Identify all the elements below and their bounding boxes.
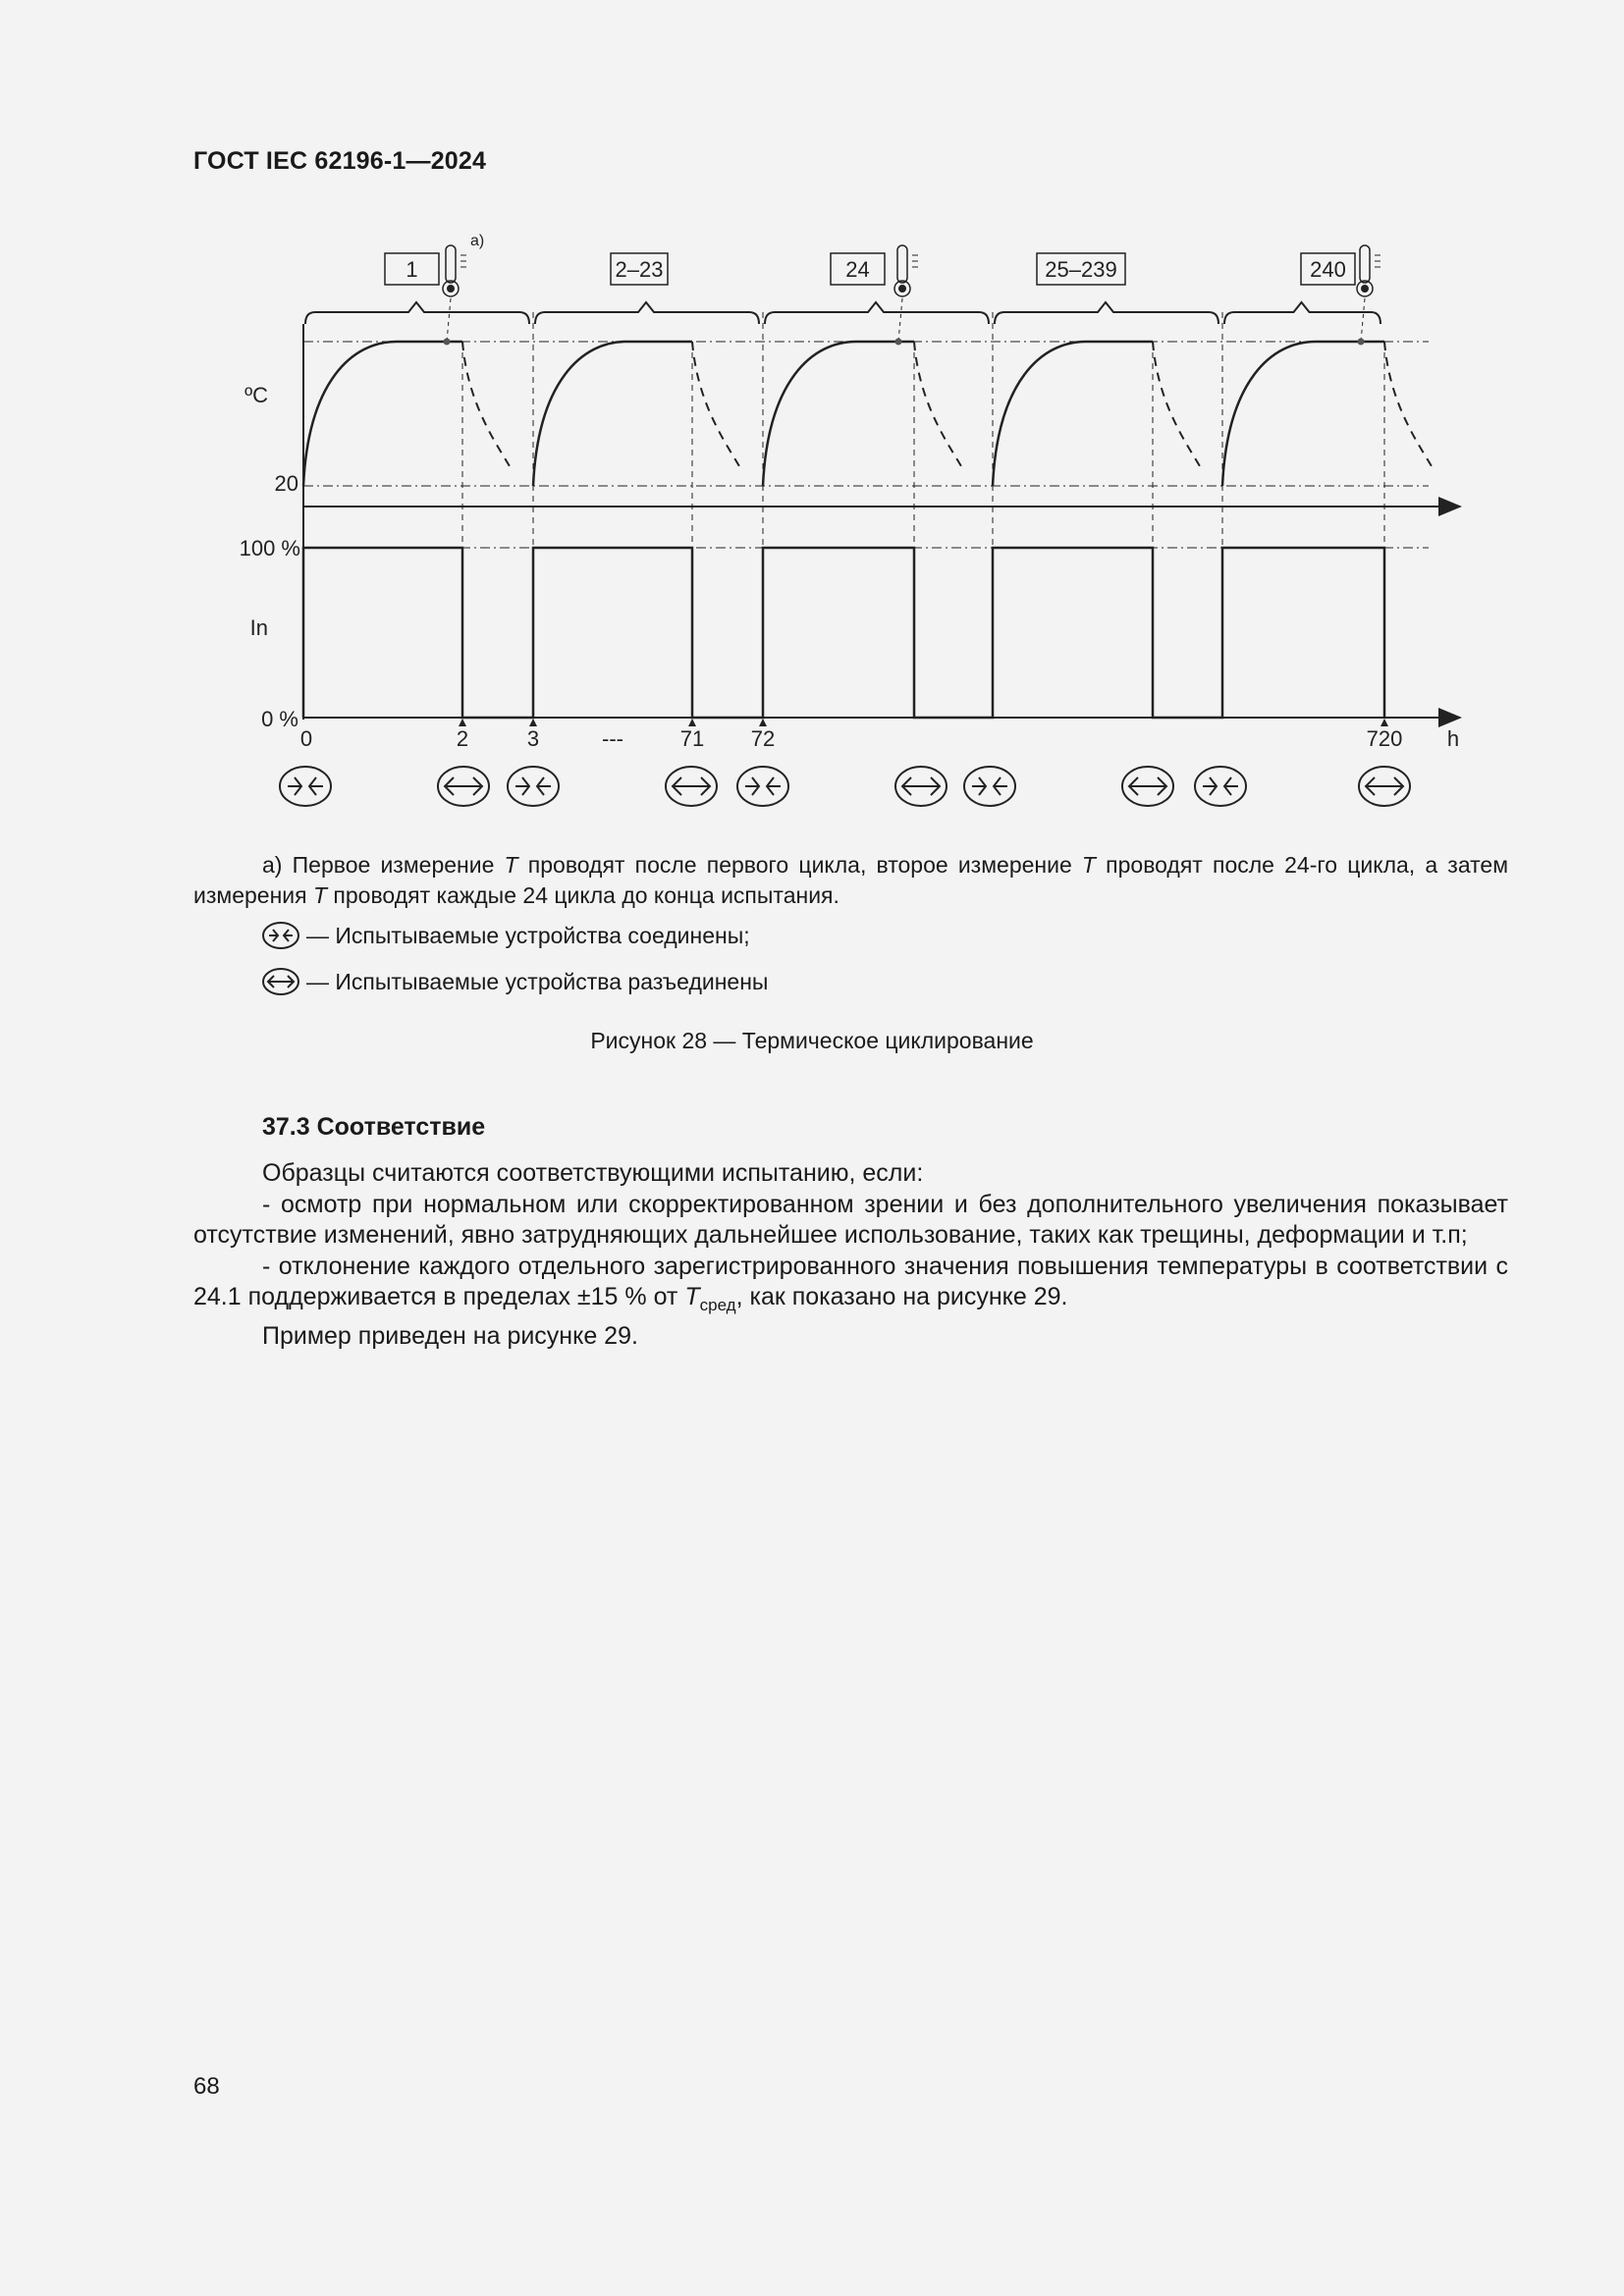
- x-tick-label: 2: [456, 726, 469, 751]
- measurement-pointer: [898, 298, 902, 342]
- connected-icon: [280, 767, 331, 806]
- thermal-cycling-chart: [0, 0, 1624, 844]
- body-intro: Образцы считаются соответствующими испытанию, если:: [262, 1159, 924, 1187]
- section-body: [193, 1158, 1508, 1352]
- x-tick-marker: [459, 719, 466, 726]
- connected-icon: [1195, 767, 1246, 806]
- thermometer-bulb-fill: [447, 285, 455, 293]
- connected-arrows: [515, 777, 551, 795]
- cycle-brace: [995, 302, 1218, 324]
- cycle-box-label: 24: [845, 257, 870, 282]
- footnote-marker: a): [470, 233, 485, 249]
- measurement-point: [1358, 339, 1365, 346]
- temperature-rise-curve: [763, 342, 914, 486]
- connected-arrows: [745, 777, 781, 795]
- disconnected-arrows: [1129, 777, 1166, 795]
- x-tick-marker: [529, 719, 537, 726]
- temperature-rise-curve: [303, 342, 462, 486]
- disconnected-arrows: [1366, 777, 1403, 795]
- cycle-box-label: 240: [1310, 257, 1346, 282]
- disconnected-arrows: [445, 777, 482, 795]
- current-square-wave: [303, 548, 1384, 718]
- x-tick-marker: [688, 719, 696, 726]
- connected-icon: [508, 767, 559, 806]
- thermometer-icon: [897, 245, 907, 283]
- cycle-box-label: 1: [406, 257, 418, 282]
- temperature-fall-curve: [692, 342, 739, 466]
- x-tick-label: 0: [299, 726, 313, 751]
- x-tick-label: 3: [526, 726, 540, 751]
- measurement-point: [895, 339, 902, 346]
- x-tick-label: 720: [1366, 726, 1403, 751]
- document-header: ГОСТ IEC 62196-1—2024: [193, 147, 487, 175]
- figure-footnote: а) Первое измерение T проводят после первого цикла, второе измерение T проводят после 24-го цикла, а затем измерения T проводят каждые 24 цикла до конца испытания.: [193, 852, 1509, 908]
- connected-arrows: [972, 777, 1007, 795]
- thermometer-icon: [446, 245, 456, 283]
- connected-arrows: [288, 777, 323, 795]
- measurement-point: [444, 339, 451, 346]
- connected-icon: [261, 920, 300, 951]
- cycle-box-label: 25–239: [1045, 257, 1117, 282]
- legend-connected-text: — Испытываемые устройства соединены;: [306, 923, 750, 948]
- x-axis-unit: h: [1446, 726, 1460, 751]
- temperature-fall-curve: [1153, 342, 1200, 466]
- temperature-fall-curve: [462, 342, 510, 466]
- current-tick-100: 100 %: [239, 536, 300, 561]
- x-tick-label: 72: [750, 726, 776, 751]
- x-tick-label: ---: [602, 726, 623, 751]
- section-title: 37.3 Соответствие: [262, 1113, 486, 1141]
- body-item-1: - осмотр при нормальном или скорректированном зрении и без дополнительного увеличения показывает отсутствие изменений, явно затрудняющих дальнейшее использование, таких как трещины, деформации и т.п;: [193, 1190, 1508, 1249]
- temperature-tick-20: 20: [274, 471, 298, 496]
- x-tick-marker: [1380, 719, 1388, 726]
- x-tick-label: 71: [679, 726, 705, 751]
- measurement-pointer: [447, 298, 451, 342]
- temperature-fall-curve: [914, 342, 961, 466]
- cycle-brace: [305, 302, 529, 324]
- cycle-brace: [765, 302, 989, 324]
- temperature-rise-curve: [1222, 342, 1384, 486]
- thermometer-icon: [1360, 245, 1370, 283]
- connected-icon: [737, 767, 788, 806]
- disconnected-arrows: [673, 777, 710, 795]
- temperature-fall-curve: [1384, 342, 1432, 466]
- cycle-brace: [1224, 302, 1380, 324]
- body-example: Пример приведен на рисунке 29.: [262, 1321, 638, 1350]
- temperature-rise-curve: [993, 342, 1153, 486]
- measurement-pointer: [1361, 298, 1365, 342]
- x-tick-marker: [759, 719, 767, 726]
- connected-icon: [964, 767, 1015, 806]
- disconnected-arrows: [902, 777, 940, 795]
- connected-arrows: [1203, 777, 1238, 795]
- figure-caption: Рисунок 28 — Термическое циклирование: [590, 1028, 1034, 1053]
- temperature-rise-curve: [533, 342, 692, 486]
- thermometer-bulb-fill: [898, 285, 906, 293]
- thermometer-bulb-fill: [1361, 285, 1369, 293]
- current-tick-0: 0 %: [261, 707, 298, 731]
- thermal-cycling-figure: [0, 0, 1624, 844]
- legend-connected: [261, 920, 750, 951]
- cycle-box-label: 2–23: [615, 257, 664, 282]
- legend-disconnected-text: — Испытываемые устройства разъединены: [306, 969, 769, 994]
- current-axis-label: In: [249, 615, 268, 640]
- temperature-axis-label: ºC: [244, 383, 268, 407]
- legend-disconnected: [261, 966, 768, 997]
- cycle-brace: [535, 302, 759, 324]
- body-item-2: - отклонение каждого отдельного зарегистрированного значения повышения температуры в соответствии с 24.1 поддерживается в пределах ±15 % от $T_{сред}$, как показано на рисунке 29.: [193, 1252, 1508, 1314]
- page-number: 68: [193, 2073, 220, 2100]
- disconnected-icon: [261, 966, 300, 997]
